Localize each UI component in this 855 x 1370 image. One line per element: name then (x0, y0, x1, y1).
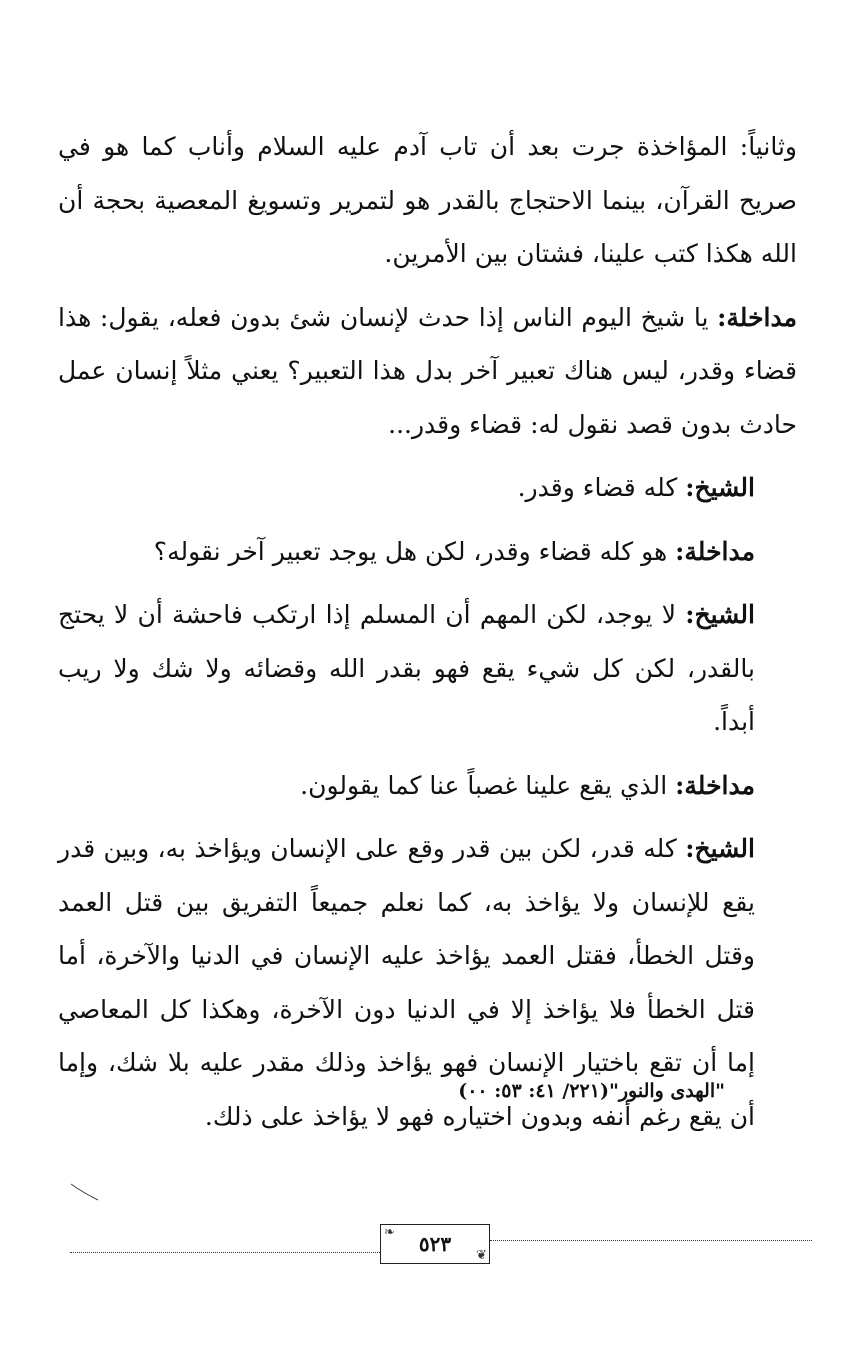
source-citation: "الهدى والنور"(٢٢١/ ٤١: ٥٣: ٠٠) (458, 1080, 725, 1102)
paragraph-3 (58, 461, 797, 515)
paragraph-text: وثانياً: المؤاخذة جرت بعد أن تاب آدم عليه السلام وأناب كما هو في صريح القرآن، بينما الاحتجاج بالقدر هو لتمرير وتسويغ المعصية بحجة أن الله هكذا كتب علينا، فشتان بين الأمرين. (58, 132, 797, 268)
paragraph-2 (58, 291, 797, 452)
paragraph-text: لا يوجد، لكن المهم أن المسلم إذا ارتكب فاحشة أن لا يحتج بالقدر، لكن كل شيء يقع فهو بقدر الله وقضائه ولا شك ولا ريب أبداً. (58, 600, 755, 736)
speaker-label: مداخلة: (717, 302, 797, 332)
paragraph-1 (58, 120, 797, 281)
paragraph-text: كله قدر، لكن بين قدر وقع على الإنسان ويؤاخذ به، وبين قدر يقع للإنسان ولا يؤاخذ به، كما نعلم جميعاً التفريق بين قتل العمد وقتل الخطأ، فقتل العمد يؤاخذ عليه الإنسان في الدنيا والآخرة، أما قتل الخطأ فلا يؤاخذ إلا في الدنيا دون الآخرة، وهكذا كل المعاصي إما أن تقع باختيار الإنسان فهو يؤاخذ وذلك مقدر عليه بلا شك، وإما أن يقع رغم أنفه وبدون اختياره فهو لا يؤاخذ على ذلك. (58, 834, 755, 1131)
footer-dotted-rule-right (490, 1240, 812, 1241)
footer-dotted-rule-left (70, 1252, 380, 1253)
paragraph-4 (58, 525, 797, 579)
paragraph-text: كله قضاء وقدر. (517, 473, 678, 502)
page-number: ٥٢٣ (418, 1232, 452, 1256)
page-number-frame (380, 1224, 490, 1264)
paragraph-5 (58, 588, 797, 749)
paragraph-text: يا شيخ اليوم الناس إذا حدث لإنسان شئ بدون فعله، يقول: هذا قضاء وقدر، ليس هناك تعبير آخر بدل هذا التعبير؟ يعني مثلاً إنسان عمل حادث بدون قصد نقول له: قضاء وقدر... (58, 302, 797, 439)
speaker-label: الشيخ: (685, 473, 755, 502)
paragraph-6 (58, 759, 797, 813)
paragraph-text: هو كله قضاء وقدر، لكن هل يوجد تعبير آخر نقوله؟ (153, 536, 668, 566)
stray-pen-mark (70, 1182, 100, 1202)
paragraph-text: الذي يقع علينا غصباً عنا كما يقولون. (300, 770, 668, 800)
body-text (58, 120, 797, 1143)
corner-ornament-icon: ❦ (476, 1248, 487, 1263)
speaker-label: مداخلة: (675, 770, 755, 800)
corner-ornament-icon: ❧ (384, 1225, 395, 1240)
speaker-label: الشيخ: (685, 834, 755, 863)
speaker-label: الشيخ: (685, 600, 755, 629)
speaker-label: مداخلة: (675, 536, 755, 566)
